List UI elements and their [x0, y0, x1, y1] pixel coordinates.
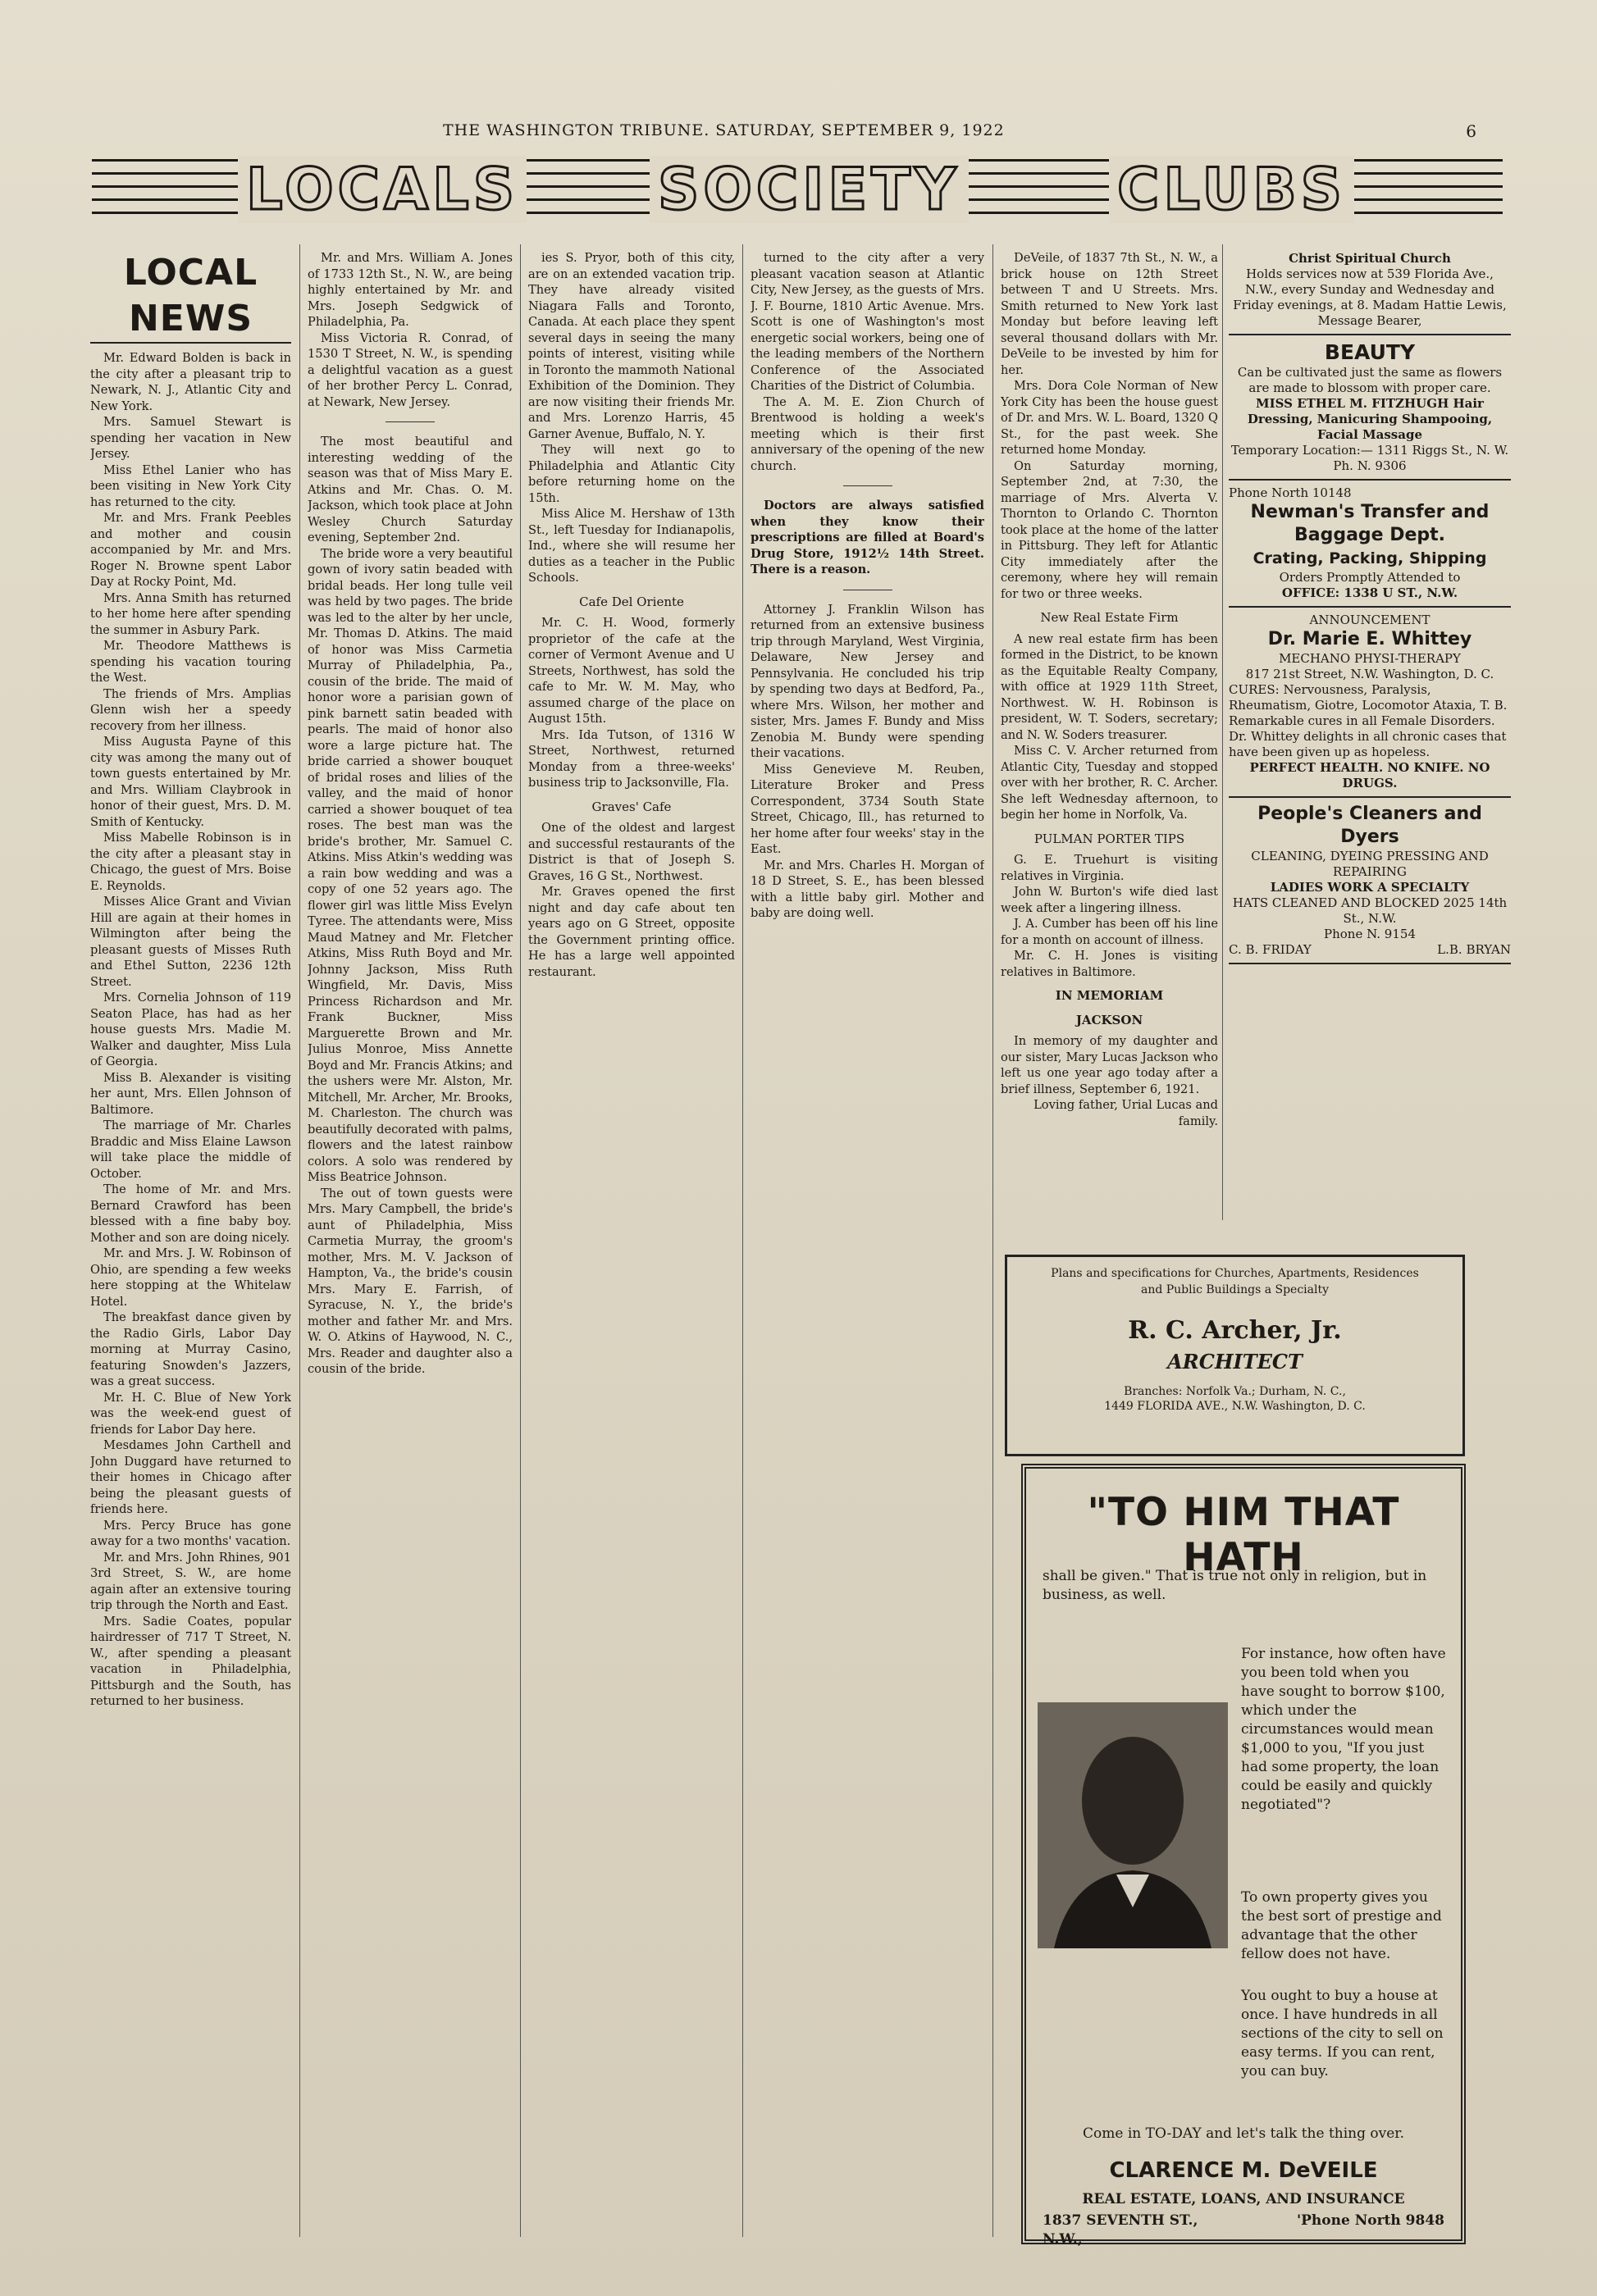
beauty-body: Can be cultivated just the same as flowers are made to blossom with proper care. — [1237, 365, 1503, 395]
news-item: Attorney J. Franklin Wilson has returned from an extensive business trip through Maryland, West Virginia, Delaware, New Jersey and Pennsylvania. He concluded his trip by spending two days at Bedford, Pa., where Mrs. Wilson, her mother and sister, Mrs. James F. Bundy and Miss Zenobia M. Bundy were spending their vacations. — [751, 602, 984, 760]
column-rule — [299, 244, 300, 2237]
news-item: The breakfast dance given by the Radio Girls, Labor Day morning at Murray Casino, featuring Snowden's Jazzers, was a great success. — [90, 1310, 291, 1388]
news-item: Mrs. Dora Cole Norman of New York City has been the house guest of Dr. and Mrs. W. L. Board, 1320 Q St., for the past week. She returned home Monday. — [1001, 379, 1218, 457]
archer-name: R. C. Archer, Jr. — [1128, 1316, 1342, 1345]
column-society-2 — [528, 250, 735, 2226]
news-item: Miss Mabelle Robinson is in the city after a pleasant stay in Chicago, the guest of Mrs. Boise E. Reynolds. — [90, 831, 291, 893]
newman-office: OFFICE: 1338 U ST., N.W. — [1281, 585, 1458, 600]
church-notice — [1229, 246, 1511, 335]
ad-body-3: You ought to buy a house at once. I have hundreds in all sections of the city to sell on easy terms. If you can rent, you can buy. — [1241, 1988, 1444, 2080]
news-item: Miss Augusta Payne of this city was among the many out of town guests entertained by Mr. and Mrs. William Claybrook in honor of their guest, Mrs. D. M. Smith of Kentucky. — [90, 735, 291, 829]
beauty-location: Temporary Location:— 1311 Riggs St., N. W. Ph. N. 9306 — [1230, 443, 1509, 473]
news-item: Mr. Graves opened the first night and day cafe about ten years ago on G Street, opposite the Government printing office. He has a large well appointed restaurant. — [528, 885, 735, 979]
page-number: 6 — [1466, 121, 1476, 141]
column-society-4 — [1001, 250, 1218, 1242]
news-item: G. E. Truehurt is visiting relatives in Virginia. — [1001, 853, 1218, 883]
news-item: Mr. and Mrs. William A. Jones of 1733 12th St., N. W., are being highly entertained by Mr. and Mrs. Joseph Sedgwick of Philadelphia, Pa. — [308, 251, 513, 329]
news-item: Mr. Theodore Matthews is spending his vacation touring the West. — [90, 639, 291, 685]
archer-address: 1449 FLORIDA AVE., N.W. Washington, D. C. — [1104, 1400, 1366, 1413]
news-item: Mr. C. H. Jones is visiting relatives in Baltimore. — [1001, 949, 1218, 979]
archer-tagline: Plans and specifications for Churches, Apartments, Residences and Public Buildings a Specialty — [1051, 1267, 1419, 1296]
ad-lead: shall be given." That is true not only in religion, but in business, as well. — [1043, 1568, 1427, 1603]
news-item: Mr. and Mrs. J. W. Robinson of Ohio, are spending a few weeks here stopping at the Whitelaw Hotel. — [90, 1246, 291, 1309]
memoriam-text: In memory of my daughter and our sister, Mary Lucas Jackson who left us one year ago today after a brief illness, September 6, 1921. — [1001, 1034, 1218, 1096]
news-item: A new real estate firm has been formed in the District, to be known as the Equitable Realty Company, with office at 1929 11th Street, Northwest. W. H. Robinson is president, W. T. Soders, secretary; and N. W. Soders treasurer. — [1001, 631, 1218, 742]
news-item: The home of Mr. and Mrs. Bernard Crawford has been blessed with a fine baby boy. Mother and son are doing nicely. — [90, 1182, 291, 1245]
news-item: The bride wore a very beautiful gown of ivory satin beaded with bridal beads. Her long tulle veil was held by two pages. The bride was led to the alter by her uncle, Mr. Thomas D. Atkins. The maid of honor was Miss Carmetia Murray of Philadelphia, Pa., cousin of the bride. The maid of honor wore a parisian gown of pink barnett satin beaded with pearls. The maid of honor also wore a large picture hat. The bride carried a shower bouquet of bridal roses and lilies of the valley, and the maid of honor carried a shower bouquet of tea roses. The best man was the bride's brother, Mr. Samuel C. Atkins. Miss Atkin's wedding was a rain bow wedding and was a copy of one 52 years ago. The flower girl was little Miss Evelyn Tyree. The attendants were, Miss Maud Matney and Mr. Fletcher Atkins, Miss Ruth Boyd and Mr. Johnny Jackson, Miss Ruth Wingfield, Mr. Davis, Miss Princess Richardson and Mr. Frank Buckner, Miss Marguerette Brown and Mr. Julius Monroe, Miss Annette Boyd and Mr. Francis Atkins; and the ushers were Mr. Alston, Mr. Mitchell, Mr. Archer, Mr. Brooks, M. Charleston. The church was beautifully decorated with palms, flowers and the latest rainbow colors. A solo was rendered by Miss Beatrice Johnson. — [308, 546, 513, 1184]
subheading: Cafe Del Oriente — [579, 594, 684, 609]
whittey-name: Dr. Marie E. Whittey — [1267, 629, 1472, 649]
news-item: Misses Alice Grant and Vivian Hill are again at their homes in Wilmington after being the pleasant guests of Misses Ruth and Ethel Sutton, 2236 12th Street. — [90, 895, 291, 989]
news-item: J. A. Cumber has been off his line for a month on account of illness. — [1001, 917, 1218, 947]
newman-phone: Phone North 10148 — [1229, 485, 1352, 500]
peoples-owner-1: C. B. FRIDAY — [1229, 942, 1312, 957]
portrait-photo — [1038, 1702, 1228, 1948]
ad-cta: Come in TO-DAY and let's talk the thing over. — [1083, 2125, 1404, 2142]
news-item: On Saturday morning, September 2nd, at 7:30, the marriage of Mrs. Alverta V. Thornton to Orlando C. Thornton took place at the home of the latter in Pittsburg. They left for Atlantic City immediately after the ceremony, where hey will remain for two or three weeks. — [1001, 458, 1218, 601]
folio-line: THE WASHINGTON TRIBUNE. SATURDAY, SEPTEMBER 9, 1922 — [443, 121, 1005, 139]
memoriam-heading: IN MEMORIAM — [1055, 988, 1164, 1003]
news-item: One of the oldest and largest and successful restaurants of the District is that of Joseph S. Graves, 16 G St., Northwest. — [528, 821, 735, 883]
news-item: Mr. C. H. Wood, formerly proprietor of the cafe at the corner of Vermont Avenue and U Streets, Northwest, has sold the cafe to Mr. W. M. May, who assumed charge of the place on August 15th. — [528, 616, 735, 726]
ad-headline: "TO HIM THAT HATH — [1087, 1490, 1400, 1580]
news-item: The A. M. E. Zion Church of Brentwood is holding a week's meeting which is their first anniversary of the opening of the new church. — [751, 394, 984, 473]
peoples-address: HATS CLEANED AND BLOCKED 2025 14th St., N.W. — [1232, 895, 1508, 926]
banner-clubs: CLUBS — [1109, 156, 1354, 223]
news-item: Mr. H. C. Blue of New York was the week-end guest of friends for Labor Day here. — [90, 1390, 291, 1437]
column-society-1 — [308, 250, 513, 2226]
subheading: New Real Estate Firm — [1040, 610, 1179, 625]
news-item: Mrs. Percy Bruce has gone away for a two months' vacation. — [90, 1518, 291, 1548]
item-divider — [843, 485, 892, 486]
peoples-specialty: LADIES WORK A SPECIALTY — [1270, 880, 1470, 895]
news-item: Mr. and Mrs. John Rhines, 901 3rd Street, S. W., are home again after an extensive touring trip through the North and East. — [90, 1550, 291, 1612]
ad-company-services: REAL ESTATE, LOANS, AND INSURANCE — [1082, 2191, 1405, 2207]
folio — [90, 121, 1501, 146]
news-item: The most beautiful and interesting wedding of the season was that of Miss Mary E. Atkins and Mr. Chas. O. M. Jackson, which took place at John Wesley Church Saturday evening, September 2nd. — [308, 435, 513, 544]
advert-column — [1229, 246, 1511, 964]
news-item: DeVeile, of 1837 7th St., N. W., a brick house on 12th Street between T and U Streets. Mrs. Smith returned to New York last Monday but before leaving left several thousand dollars with Mr. DeVeile to be invested by him for her. — [1001, 251, 1218, 377]
section-banner — [92, 149, 1503, 230]
peoples-owner-2: L.B. BRYAN — [1437, 942, 1511, 957]
whittey-footer: PERFECT HEALTH. NO KNIFE. NO DRUGS. — [1249, 760, 1490, 790]
news-item: Mrs. Sadie Coates, popular hairdresser of 717 T Street, N. W., after spending a pleasant vacation in Philadelphia, Pittsburgh and the South, has returned to her business. — [90, 1614, 291, 1708]
news-item: Miss Victoria R. Conrad, of 1530 T Street, N. W., is spending a delightful vacation as a guest of her brother Percy L. Conrad, at Newark, New Jersey. — [308, 330, 513, 409]
newman-ad — [1229, 481, 1511, 608]
whittey-specialty: MECHANO PHYSI-THERAPY — [1279, 651, 1461, 666]
peoples-phone: Phone N. 9154 — [1324, 927, 1416, 941]
whittey-ad — [1229, 608, 1511, 798]
banner-society: SOCIETY — [650, 156, 969, 223]
column-local-news — [90, 250, 291, 2226]
archer-branches: Branches: Norfolk Va.; Durham, N. C., — [1124, 1385, 1346, 1398]
drug-store-notice: Doctors are always satisfied when they know their prescriptions are filled at Board's Drug Store, 1912½ 14th Street. There is a reason. — [751, 499, 984, 576]
news-item: They will next go to Philadelphia and Atlantic City before returning home on the 15th. — [528, 443, 735, 505]
newman-services: Crating, Packing, Shipping — [1253, 549, 1487, 567]
news-item: Mrs. Cornelia Johnson of 119 Seaton Place, has had as her house guests Mrs. Madie M. Walker and daughter, Miss Lula of Georgia. — [90, 991, 291, 1068]
news-item: Mr. and Mrs. Charles H. Morgan of 18 D Street, S. E., has been blessed with a little baby girl. Mother and baby are doing well. — [751, 858, 984, 920]
archer-ad — [1005, 1255, 1465, 1456]
church-body: Holds services now at 539 Florida Ave., N.W., every Sunday and Wednesday and Friday evenings, at 8. Madam Hattie Lewis, Message Bearer, — [1233, 266, 1507, 328]
peoples-cleaners-ad — [1229, 798, 1511, 964]
beauty-services: MISS ETHEL M. FITZHUGH Hair Dressing, Manicuring Shampooing, Facial Massage — [1247, 396, 1493, 442]
announcement-label: ANNOUNCEMENT — [1309, 613, 1430, 627]
ad-company-name: CLARENCE M. DeVEILE — [1109, 2158, 1378, 2183]
news-item: Mrs. Ida Tutson, of 1316 W Street, Northwest, returned Monday from a three-weeks' business trip to Jacksonville, Fla. — [528, 727, 735, 790]
news-item: Miss Ethel Lanier who has been visiting in New York City has returned to the city. — [90, 462, 291, 509]
banner-locals: LOCALS — [238, 156, 527, 223]
whittey-body: CURES: Nervousness, Paralysis, Rheumatism, Giotre, Locomotor Ataxia, T. B. Remarkable cures in all Female Disorders. Dr. Whittey delights in all chronic cases that have been given up as hopeless. — [1229, 682, 1508, 759]
column-rule — [1222, 244, 1223, 1220]
newman-slogan: Orders Promptly Attended to — [1279, 570, 1461, 585]
news-item: Mr. Edward Bolden is back in the city after a pleasant trip to Newark, N. J., Atlantic City and New York. — [90, 351, 291, 413]
whittey-address: 817 21st Street, N.W. Washington, D. C. — [1245, 667, 1494, 681]
local-news-heading: LOCAL NEWS — [90, 250, 291, 344]
column-rule — [742, 244, 743, 2237]
news-item: Miss B. Alexander is visiting her aunt, Mrs. Ellen Johnson of Baltimore. — [90, 1070, 291, 1117]
ad-body-2: To own property gives you the best sort of prestige and advantage that the other fellow does not have. — [1241, 1889, 1442, 1962]
news-item: turned to the city after a very pleasant vacation season at Atlantic City, New Jersey, as the guests of Mrs. J. F. Bourne, 1810 Artic Avenue. Mrs. Scott is one of Washington's most energetic social workers, being one of the leading members of the Northern Conference of the Associated Charities of the District of Columbia. — [751, 251, 984, 393]
column-society-3 — [751, 250, 984, 2226]
news-item: Miss C. V. Archer returned from Atlantic City, Tuesday and stopped over with her brother, R. C. Archer. She left Wednesday afternoon, to begin her home in Norfolk, Va. — [1001, 744, 1218, 822]
memoriam-signature: Loving father, Urial Lucas and family. — [1033, 1098, 1218, 1128]
news-item: Miss Alice M. Hershaw of 13th St., left Tuesday for Indianapolis, Ind., where she will resume her duties as a teacher in the Public Schools. — [528, 507, 735, 585]
news-item: Mrs. Anna Smith has returned to her home here after spending the summer in Asbury Park. — [90, 590, 291, 637]
column-rule — [520, 244, 521, 2237]
column-rule — [992, 244, 993, 2237]
news-item: Mr. and Mrs. Frank Peebles and mother and cousin accompanied by Mr. and Mrs. Roger N. Browne spent Labor Day at Rocky Point, Md. — [90, 511, 291, 589]
news-item: John W. Burton's wife died last week after a lingering illness. — [1001, 885, 1218, 915]
ad-address: 1837 SEVENTH ST., N.W., — [1043, 2212, 1198, 2248]
subheading: PULMAN PORTER TIPS — [1033, 831, 1185, 846]
beauty-title: BEAUTY — [1324, 340, 1416, 364]
peoples-services: CLEANING, DYEING PRESSING AND REPAIRING — [1251, 849, 1489, 879]
item-divider — [386, 421, 435, 422]
news-item: Miss Genevieve M. Reuben, Literature Broker and Press Correspondent, 3734 South State Street, Chicago, Ill., has returned to her home after four weeks' stay in the East. — [751, 762, 984, 856]
ad-body: For instance, how often have you been told when you have sought to borrow $100, which under the circumstances would mean $1,000 to you, "If you just had some property, the loan could be easily and quickly negotiated"? — [1241, 1646, 1446, 1813]
news-item: Mrs. Samuel Stewart is spending her vacation in New Jersey. — [90, 415, 291, 461]
deveile-ad — [1021, 1464, 1466, 2248]
subheading: Graves' Cafe — [591, 799, 672, 814]
news-item: Mesdames John Carthell and John Duggard have returned to their homes in Chicago after being the pleasant guests of friends here. — [90, 1438, 291, 1516]
ad-phone: 'Phone North 9848 — [1296, 2212, 1444, 2229]
news-item: The friends of Mrs. Amplias Glenn wish her a speedy recovery from her illness. — [90, 686, 291, 733]
news-item: The out of town guests were Mrs. Mary Campbell, the bride's aunt of Philadelphia, Miss Carmetia Murray, the groom's mother, Mrs. M. V. Jackson of Hampton, Va., the bride's cousin Mrs. Mary E. Farrish, of Syracuse, N. Y., the bride's mother and father Mr. and Mrs. W. O. Atkins of Haywood, N. C., Mrs. Reader and daughter also a cousin of the bride. — [308, 1186, 513, 1376]
news-item: ies S. Pryor, both of this city, are on an extended vacation trip. They have already visited Niagara Falls and Toronto, Canada. At each place they spent several days in seeing the many points of interest, visiting while in Toronto the mammoth National Exhibition of the Dominion. They are now visiting their friends Mr. and Mrs. Lorenzo Harris, 45 Garner Avenue, Buffalo, N. Y. — [528, 251, 735, 441]
newman-title: Newman's Transfer and Baggage Dept. — [1250, 502, 1490, 545]
archer-title: ARCHITECT — [1167, 1350, 1303, 1374]
peoples-title: People's Cleaners and Dyers — [1257, 804, 1482, 847]
news-item: The marriage of Mr. Charles Braddic and Miss Elaine Lawson will take place the middle of October. — [90, 1118, 291, 1181]
memoriam-name: JACKSON — [1075, 1012, 1143, 1027]
beauty-ad — [1229, 335, 1511, 481]
church-title: Christ Spiritual Church — [1289, 251, 1451, 266]
